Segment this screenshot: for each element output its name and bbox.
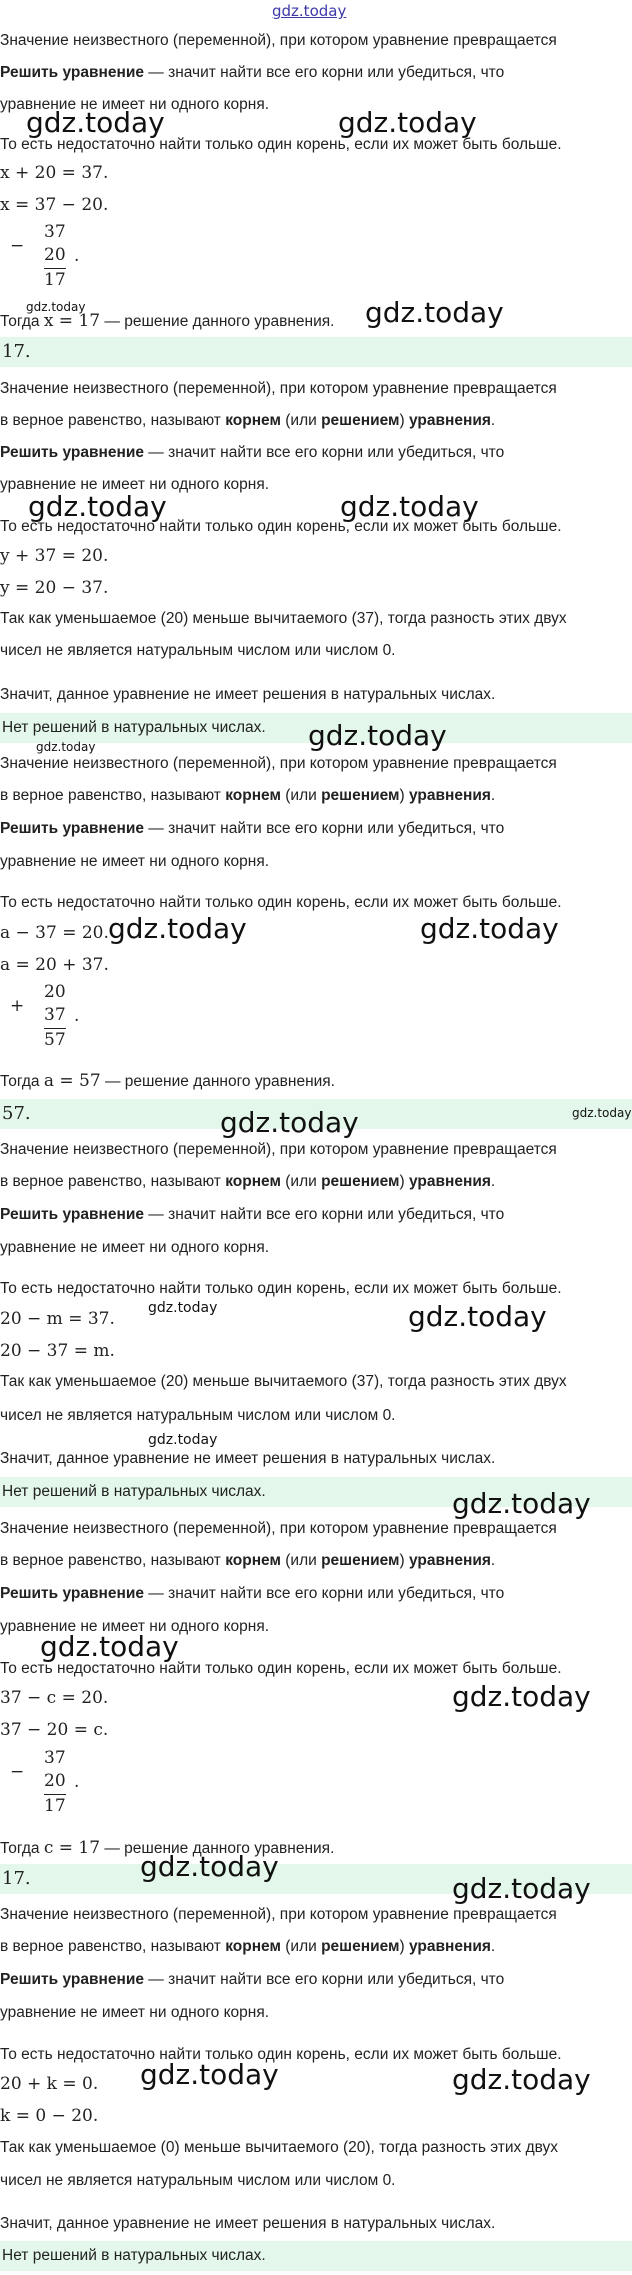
answer-value: Нет решений в натуральных числах.	[2, 719, 266, 736]
no-solution-statement: Значит, данное уравнение не имеет решения в натуральных числах.	[0, 2215, 496, 2232]
watermark: gdz.today	[308, 719, 447, 752]
definition-line-1: Значение неизвестного (переменной), при котором уравнение превращается	[0, 1520, 557, 1537]
watermark: gdz.today	[420, 912, 559, 945]
definition-line-2: в верное равенство, называют корнем (или решением) уравнения.	[0, 1552, 496, 1569]
equation-2: 20 − 37 = m.	[0, 1341, 115, 1361]
solve-definition: Решить уравнение — значит найти все его корни или убедиться, что	[0, 1206, 505, 1223]
watermark: gdz.today	[408, 1300, 547, 1333]
watermark: gdz.today	[452, 1487, 591, 1520]
solve-definition-2: уравнение не имеет ни одного корня.	[0, 476, 270, 493]
equation-2: k = 0 − 20.	[0, 2106, 99, 2126]
note-more-roots: То есть недостаточно найти только один корень, если их может быть больше.	[0, 136, 562, 153]
note-more-roots: То есть недостаточно найти только один корень, если их может быть больше.	[0, 894, 562, 911]
definition-line-1: Значение неизвестного (переменной), при котором уравнение превращается	[0, 1141, 557, 1158]
solve-definition: Решить уравнение — значит найти все его корни или убедиться, что	[0, 820, 505, 837]
answer-value: 17.	[2, 341, 31, 362]
no-solution-statement: Значит, данное уравнение не имеет решения в натуральных числах.	[0, 1450, 496, 1467]
note-more-roots: То есть недостаточно найти только один корень, если их может быть больше.	[0, 518, 562, 535]
equation-1: 20 + k = 0.	[0, 2074, 99, 2094]
answer-bar	[0, 337, 632, 367]
equation-1: 37 − c = 20.	[0, 1688, 109, 1708]
definition-line-1: Значение неизвестного (переменной), при котором уравнение превращается	[0, 755, 557, 772]
definition-line-1: Значение неизвестного (переменной), при котором уравнение превращается	[0, 32, 557, 49]
answer-value: Нет решений в натуральных числах.	[2, 1483, 266, 1500]
column-mid: 20	[44, 245, 66, 265]
column-top: 20	[44, 982, 66, 1002]
definition-line-1: Значение неизвестного (переменной), при котором уравнение превращается	[0, 380, 557, 397]
solve-definition: Решить уравнение — значит найти все его корни или убедиться, что	[0, 1971, 505, 1988]
column-mid: 20	[44, 1771, 66, 1791]
column-mid: 37	[44, 1005, 66, 1025]
watermark: gdz.today	[148, 1432, 218, 1448]
equation-2: x = 37 − 20.	[0, 195, 109, 215]
site-title[interactable]: gdz.today	[272, 2, 347, 20]
watermark: gdz.today	[452, 1872, 591, 1905]
definition-line-2: в верное равенство, называют корнем (или решением) уравнения.	[0, 1173, 496, 1190]
definition-line-2: в верное равенство, называют корнем (или решением) уравнения.	[0, 1938, 496, 1955]
answer-bar	[0, 2241, 632, 2271]
definition-line-2: в верное равенство, называют корнем (или решением) уравнения.	[0, 412, 496, 429]
reason-line-2: чисел не является натуральным числом или числом 0.	[0, 642, 396, 659]
answer-value: Нет решений в натуральных числах.	[2, 2247, 266, 2264]
answer-value: 57.	[2, 1103, 31, 1124]
column-result: 17	[44, 270, 66, 290]
column-sign: −	[10, 236, 25, 256]
no-solution-statement: Значит, данное уравнение не имеет решения в натуральных числах.	[0, 686, 496, 703]
column-result: 57	[44, 1030, 66, 1050]
document: gdz.today Значение неизвестного (переменной), при котором уравнение превращается Решить уравнение — значит найти все его корни или убедиться, что уравнение не имеет ни одного корня. То есть недостаточно найти только один корень, если их может быть больше. x + 20 = 37. x = 37 − 20. − 37 20 17 . Тогда x = 17 — решение данного уравнения. 17. Значение неизвестного (переменной), при котором уравнение превращается в верное равенство, называют корнем (или решением) уравнения. Решить уравнение — значит найти все его корни или убедиться, что уравнение не имеет ни одного корня. То есть недостаточно найти только один корень, если их может быть больше. y + 37 = 20. y = 20 − 37. Так как уменьшаемое (20) меньше вычитаемого (37), тогда разность этих двух чисел не является натуральным числом или числом 0. Значит, данное уравнение не имеет решения в натуральных числах. Нет решений в натуральных числах. Значение неизвестного (переменной), при котором уравнение превращается в верное равенство, называют корнем (или решением) уравнения. Решить уравнение — значит найти все его корни или убедиться, что уравнение не имеет ни одного корня. То есть недостаточно найти только один корень, если их может быть больше. a − 37 = 20. a = 20 + 37. + 20 37 57 . Тогда a = 57 — решение данного уравнения. 57. Значение неизвестного (переменной), при котором уравнение превращается в верное равенство, называют корнем (или решением) уравнения. Решить уравнение — значит найти все его корни или убедиться, что уравнение не имеет ни одного корня. То есть недостаточно найти только один корень, если их может быть больше. 20 − m = 37. 20 − 37 = m. Так как уменьшаемое (20) меньше вычитаемого (37), тогда разность этих двух чисел не является натуральным числом или числом 0. Значит, данное уравнение не имеет решения в натуральных числах. Нет решений в натуральных числах. Значение неизвестного (переменной), при котором уравнение превращается в верное равенство, называют корнем (или решением) уравнения. Решить уравнение — значит найти все его корни или убедиться, что уравнение не имеет ни одного корня. То есть недостаточно найти только один корень, если их может быть больше. 37 − c = 20. 37 − 20 = c. − 37 20 17 . Тогда c = 17 — решение данного уравнения. 17. Значение неизвестного (переменной), при котором уравнение превращается в верное равенство, называют корнем (или решением) уравнения. Решить уравнение — значит найти все его корни или убедиться, что уравнение не имеет ни одного корня. То есть недостаточно найти только один корень, если их может быть больше. 20 + k = 0. k = 0 − 20. Так как уменьшаемое (0) меньше вычитаемого (20), тогда разность этих двух чисел не является натуральным числом или числом 0. Значит, данное уравнение не имеет решения в натуральных числах. Нет решений в натуральных числах. gdz.today gdz.today gdz.today gdz.today gdz.today gdz.today gdz.today gdz.today gdz.today gdz.today gdz.today gdz.today gdz.today gdz.today gdz.today gdz.today gdz.today gdz.today gdz.today gdz.today gdz.today gdz.today	[0, 0, 632, 2275]
watermark: gdz.today	[40, 1630, 179, 1663]
column-top: 37	[44, 1748, 66, 1768]
solve-definition-2: уравнение не имеет ни одного корня.	[0, 1618, 270, 1635]
watermark: gdz.today	[148, 1300, 218, 1316]
solution-statement: Тогда a = 57 — решение данного уравнения.	[0, 1071, 335, 1091]
column-top: 37	[44, 222, 66, 242]
equation-2: a = 20 + 37.	[0, 955, 109, 975]
watermark: gdz.today	[108, 912, 247, 945]
watermark: gdz.today	[452, 1680, 591, 1713]
column-sign: −	[10, 1762, 25, 1782]
column-sign: +	[10, 996, 25, 1016]
reason-line-2: чисел не является натуральным числом или числом 0.	[0, 2172, 396, 2189]
equation-1: a − 37 = 20.	[0, 923, 109, 943]
reason-line-2: чисел не является натуральным числом или числом 0.	[0, 1407, 396, 1424]
watermark: gdz.today	[140, 2058, 279, 2091]
watermark: gdz.today	[452, 2063, 591, 2096]
watermark: gdz.today	[340, 490, 479, 523]
equation-2: y = 20 − 37.	[0, 578, 109, 598]
note-more-roots: То есть недостаточно найти только один корень, если их может быть больше.	[0, 1660, 562, 1677]
reason-line-1: Так как уменьшаемое (0) меньше вычитаемого (20), тогда разность этих двух	[0, 2139, 559, 2156]
solve-definition-2: уравнение не имеет ни одного корня.	[0, 1239, 270, 1256]
watermark: gdz.today	[365, 296, 504, 329]
watermark: gdz.today	[36, 740, 96, 754]
solve-definition: Решить уравнение — значит найти все его корни или убедиться, что	[0, 64, 505, 81]
watermark: gdz.today	[26, 300, 86, 314]
watermark: gdz.today	[140, 1850, 279, 1883]
note-more-roots: То есть недостаточно найти только один корень, если их может быть больше.	[0, 1280, 562, 1297]
note-more-roots: То есть недостаточно найти только один корень, если их может быть больше.	[0, 2046, 562, 2063]
solve-definition-2: уравнение не имеет ни одного корня.	[0, 853, 270, 870]
reason-line-1: Так как уменьшаемое (20) меньше вычитаемого (37), тогда разность этих двух	[0, 1373, 567, 1390]
solution-statement: Тогда x = 17 — решение данного уравнения.	[0, 311, 335, 331]
answer-value: 17.	[2, 1868, 31, 1889]
reason-line-1: Так как уменьшаемое (20) меньше вычитаемого (37), тогда разность этих двух	[0, 610, 567, 627]
watermark: gdz.today	[220, 1106, 359, 1139]
watermark: gdz.today	[572, 1106, 632, 1120]
watermark: gdz.today	[26, 106, 165, 139]
watermark: gdz.today	[28, 490, 167, 523]
equation-2: 37 − 20 = c.	[0, 1720, 109, 1740]
watermark: gdz.today	[338, 106, 477, 139]
solution-statement: Тогда c = 17 — решение данного уравнения.	[0, 1838, 335, 1858]
equation-1: x + 20 = 37.	[0, 163, 109, 183]
solve-definition: Решить уравнение — значит найти все его корни или убедиться, что	[0, 1585, 505, 1602]
solve-definition: Решить уравнение — значит найти все его корни или убедиться, что	[0, 444, 505, 461]
solve-definition-2: уравнение не имеет ни одного корня.	[0, 2004, 270, 2021]
definition-line-1: Значение неизвестного (переменной), при котором уравнение превращается	[0, 1906, 557, 1923]
column-result: 17	[44, 1796, 66, 1816]
equation-1: 20 − m = 37.	[0, 1309, 115, 1329]
equation-1: y + 37 = 20.	[0, 546, 109, 566]
solve-definition-2: уравнение не имеет ни одного корня.	[0, 96, 270, 113]
definition-line-2: в верное равенство, называют корнем (или решением) уравнения.	[0, 787, 496, 804]
